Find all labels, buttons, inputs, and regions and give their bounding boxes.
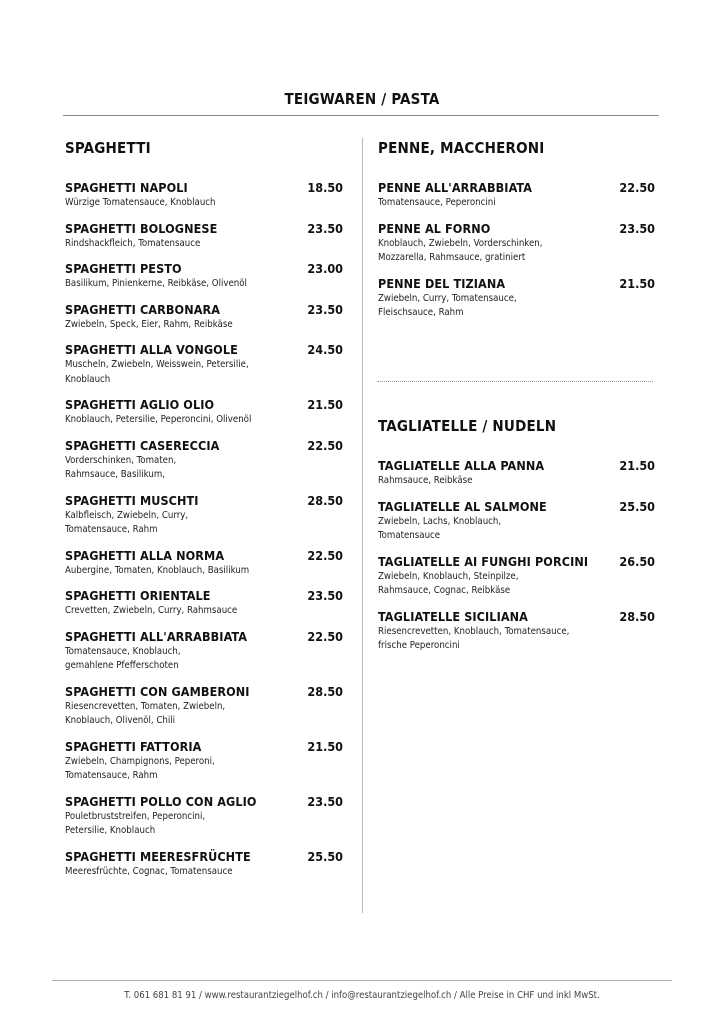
item-price: 21.50 — [619, 458, 655, 473]
item-description: Vorderschinken, Tomaten, Rahmsauce, Basilikum, — [65, 454, 177, 480]
item-name: TAGLIATELLE AL SALMONE — [378, 498, 547, 514]
item-description: Basilikum, Pinienkerne, Reibkäse, Olivenöl — [65, 278, 247, 289]
item-name: SPAGHETTI POLLO CON AGLIO — [65, 793, 257, 809]
item-name: SPAGHETTI MUSCHTI — [65, 492, 199, 508]
item-name: SPAGHETTI CARBONARA — [65, 301, 221, 317]
item-name: SPAGHETTI AGLIO OLIO — [65, 397, 215, 412]
item-description: Zwiebeln, Speck, Eier, Rahm, Reibkäse — [65, 318, 233, 330]
item-description: Riesencrevetten, Knoblauch, Tomatensauce, frische Peperoncini — [378, 625, 570, 651]
footer-divider — [52, 980, 672, 981]
item-description: Meeresfrüchte, Cognac, Tomatensauce — [65, 865, 233, 877]
item-name: SPAGHETTI CASERECCIA — [65, 437, 220, 453]
item-description: Muscheln, Zwiebeln, Weisswein, Petersilie, Knoblauch — [65, 359, 249, 385]
item-price: 23.50 — [307, 588, 343, 603]
column-divider — [362, 138, 363, 913]
item-description: Zwiebeln, Knoblauch, Steinpilze, Rahmsauce, Cognac, Reibkäse — [378, 570, 519, 596]
menu-item — [378, 180, 655, 211]
menu-item — [65, 493, 343, 538]
item-price: 22.50 — [307, 547, 343, 563]
menu-item — [65, 588, 343, 619]
item-price: 23.00 — [307, 261, 343, 276]
item-price: 23.50 — [307, 220, 343, 236]
item-name: SPAGHETTI CON GAMBERONI — [65, 683, 250, 699]
menu-item — [65, 438, 343, 483]
menu-item — [378, 276, 655, 321]
item-price: 25.50 — [619, 498, 655, 514]
section-title-penne: PENNE, MACCHERONI — [378, 139, 545, 157]
item-name: SPAGHETTI BOLOGNESE — [65, 220, 218, 236]
item-price: 24.50 — [307, 342, 343, 357]
title-divider — [63, 115, 659, 116]
item-name: SPAGHETTI NAPOLI — [65, 180, 188, 195]
item-description: Knoblauch, Zwiebeln, Vorderschinken, Mozzarella, Rahmsauce, gratiniert — [378, 237, 543, 263]
item-price: 21.50 — [307, 397, 343, 412]
item-name: SPAGHETTI ALLA VONGOLE — [65, 342, 238, 357]
item-price: 28.50 — [307, 492, 343, 508]
menu-item — [378, 458, 655, 489]
item-name: PENNE AL FORNO — [378, 220, 491, 236]
menu-item — [378, 554, 655, 599]
menu-item — [378, 609, 655, 654]
section-divider — [377, 381, 653, 382]
item-name: SPAGHETTI ALL'ARRABBIATA — [65, 628, 248, 644]
item-price: 23.50 — [619, 220, 655, 236]
item-description: Zwiebeln, Curry, Tomatensauce, Fleischsauce, Rahm — [378, 292, 517, 318]
menu-item — [65, 342, 343, 387]
item-description: Aubergine, Tomaten, Knoblauch, Basilikum — [65, 564, 250, 576]
menu-item — [65, 302, 343, 333]
item-price: 26.50 — [619, 553, 655, 569]
item-name: TAGLIATELLE SICILIANA — [378, 608, 528, 624]
section-title-tagliatelle: TAGLIATELLE / NUDELN — [378, 417, 557, 435]
item-description: Kalbfleisch, Zwiebeln, Curry, Tomatensauce, Rahm — [65, 509, 189, 535]
item-name: SPAGHETTI ORIENTALE — [65, 588, 211, 603]
menu-item — [378, 221, 655, 266]
spaghetti-list — [65, 180, 343, 879]
item-description: Tomatensauce, Peperoncini — [378, 197, 496, 208]
item-description: Riesencrevetten, Tomaten, Zwiebeln, Knoblauch, Olivenöl, Chili — [65, 700, 226, 726]
item-price: 18.50 — [307, 180, 343, 195]
menu-item — [65, 684, 343, 729]
menu-item — [65, 397, 343, 428]
item-description: Knoblauch, Petersilie, Peperoncini, Olivenöl — [65, 414, 252, 425]
item-description: Zwiebeln, Lachs, Knoblauch, Tomatensauce — [378, 515, 502, 541]
item-price: 23.50 — [307, 301, 343, 317]
menu-item — [65, 794, 343, 839]
item-price: 21.50 — [307, 738, 343, 754]
item-name: TAGLIATELLE AI FUNGHI PORCINI — [378, 553, 589, 569]
menu-item — [65, 849, 343, 880]
item-price: 28.50 — [307, 683, 343, 699]
item-description: Tomatensauce, Knoblauch, gemahlene Pfefferschoten — [65, 645, 181, 671]
item-price: 22.50 — [307, 628, 343, 644]
menu-item — [65, 629, 343, 674]
item-name: TAGLIATELLE ALLA PANNA — [378, 458, 545, 473]
item-price: 23.50 — [307, 793, 343, 809]
menu-item — [65, 739, 343, 784]
menu-item — [65, 261, 343, 292]
menu-item — [65, 180, 343, 211]
item-name: PENNE ALL'ARRABBIATA — [378, 180, 533, 195]
item-description: Zwiebeln, Champignons, Peperoni, Tomatensauce, Rahm — [65, 755, 215, 781]
penne-list — [378, 180, 655, 321]
menu-item — [378, 499, 655, 544]
item-name: SPAGHETTI PESTO — [65, 261, 182, 276]
footer-contact: T. 061 681 81 91 / www.restaurantziegelhof.ch / info@restaurantziegelhof.ch / Alle Preise in CHF und inkl MwSt. — [124, 990, 600, 1001]
section-title-spaghetti: SPAGHETTI — [65, 139, 151, 157]
item-price: 28.50 — [619, 608, 655, 624]
item-name: PENNE DEL TIZIANA — [378, 275, 506, 291]
item-name: SPAGHETTI MEERESFRÜCHTE — [65, 848, 251, 864]
page-title: TEIGWAREN / PASTA — [284, 90, 440, 108]
item-description: Würzige Tomatensauce, Knoblauch — [65, 197, 216, 208]
item-description: Crevetten, Zwiebeln, Curry, Rahmsauce — [65, 605, 238, 616]
item-price: 22.50 — [619, 180, 655, 195]
item-description: Pouletbruststreifen, Peperoncini, Petersilie, Knoblauch — [65, 810, 206, 836]
item-description: Rahmsauce, Reibkäse — [378, 475, 473, 486]
item-description: Rindshackfleich, Tomatensauce — [65, 237, 201, 249]
item-price: 21.50 — [619, 275, 655, 291]
item-name: SPAGHETTI FATTORIA — [65, 738, 202, 754]
menu-item — [65, 221, 343, 252]
menu-item — [65, 548, 343, 579]
item-price: 25.50 — [307, 848, 343, 864]
item-price: 22.50 — [307, 437, 343, 453]
item-name: SPAGHETTI ALLA NORMA — [65, 547, 225, 563]
tagliatelle-list — [378, 458, 655, 654]
